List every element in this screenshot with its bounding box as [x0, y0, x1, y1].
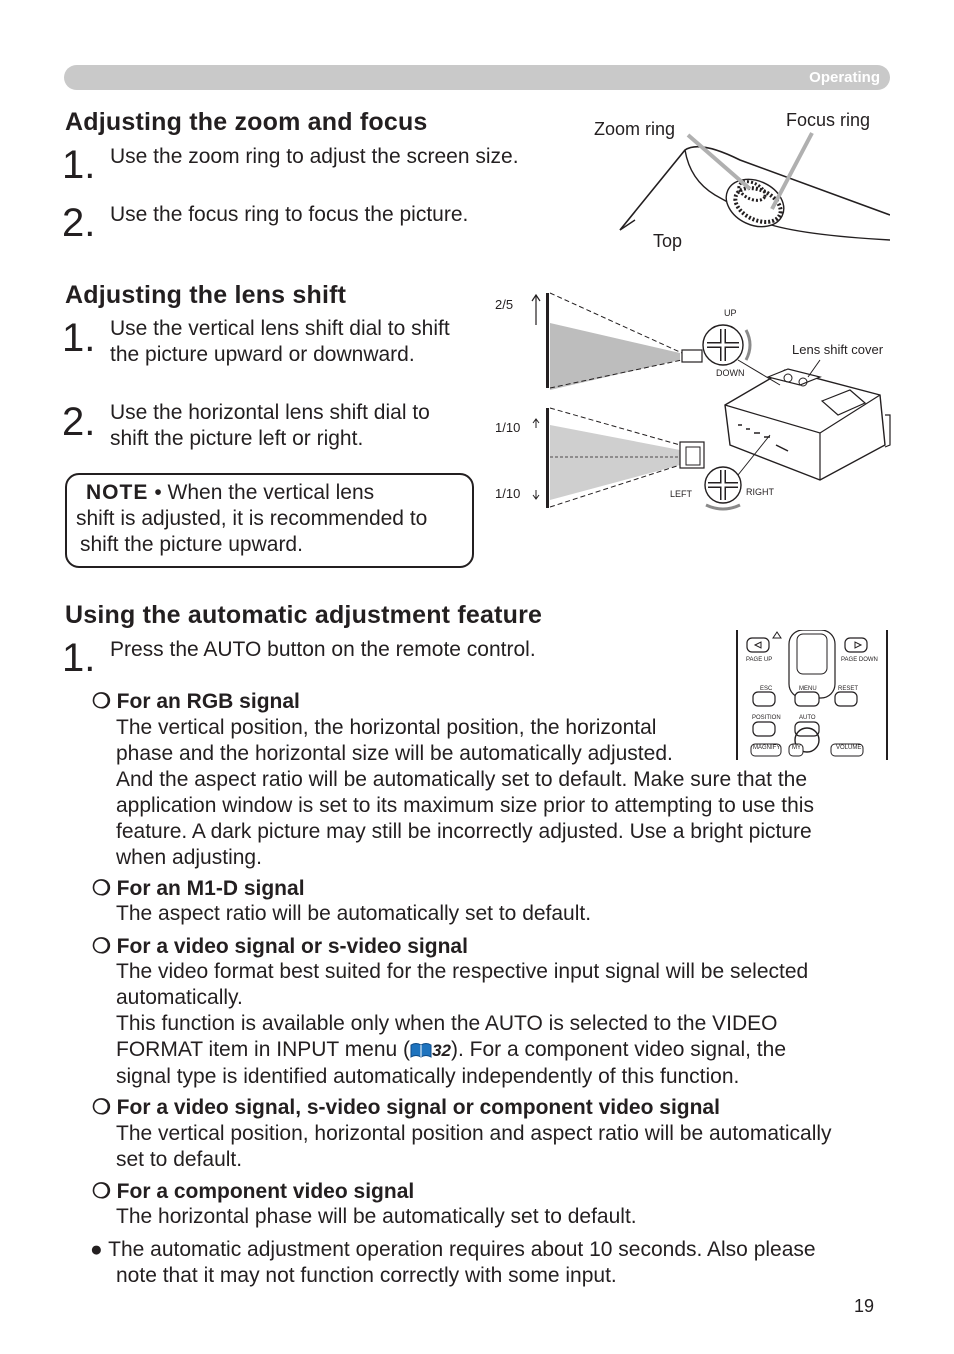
- note-label: NOTE: [86, 481, 149, 504]
- description-line: application window is set to its maximum size prior to attempting to use this: [116, 794, 814, 817]
- step-text-line: the picture upward or downward.: [110, 343, 415, 366]
- header-bar: [64, 65, 890, 90]
- step-number: 2.: [62, 400, 96, 444]
- ref-text: ). For a component video signal, the: [450, 1038, 786, 1061]
- step-number: 2.: [62, 201, 96, 245]
- description-line: The vertical position, the horizontal position, the horizontal: [116, 716, 657, 739]
- note-line: shift is adjusted, it is recommended to: [76, 507, 428, 530]
- signal-heading: ❍ For a video signal or s-video signal: [92, 935, 468, 958]
- signal-heading: ❍ For a component video signal: [92, 1180, 415, 1203]
- signal-description: [116, 901, 906, 927]
- lens-shift-illustration: [520, 285, 900, 515]
- ratio-label: 1/10: [495, 420, 521, 435]
- signal-heading: ❍ For an RGB signal: [92, 690, 300, 713]
- step-number: 1.: [62, 636, 96, 680]
- ratio-label: 2/5: [495, 297, 514, 312]
- remote-auto-label: AUTO: [799, 715, 816, 721]
- signal-description: [116, 1204, 906, 1230]
- signal-description: [116, 959, 906, 1090]
- step-text: [110, 400, 430, 452]
- description-line: feature. A dark picture may still be incorrectly adjusted. Use a bright picture: [116, 820, 812, 843]
- description-line: signal type is identified automatically independently of this function.: [116, 1065, 740, 1088]
- step-text: Use the zoom ring to adjust the screen size.: [110, 145, 519, 168]
- step-text-line: shift the picture left or right.: [110, 427, 364, 450]
- lens-section-title: Adjusting the lens shift: [65, 281, 347, 309]
- bullet-line: note that it may not function correctly with some input.: [116, 1264, 617, 1287]
- section-label: Operating: [809, 69, 880, 86]
- top-label: Top: [653, 231, 683, 251]
- description-line: The vertical position, horizontal position and aspect ratio will be automatically: [116, 1122, 832, 1145]
- signal-heading-text: For an M1-D signal: [116, 877, 305, 900]
- remote-esc-label: ESC: [760, 686, 773, 692]
- signal-description: [116, 1121, 906, 1173]
- step-number: 1.: [62, 143, 96, 187]
- signal-heading-text: For a video signal or s-video signal: [116, 935, 468, 958]
- step-text-line: Use the vertical lens shift dial to shift: [110, 317, 450, 340]
- description-line: The video format best suited for the respective input signal will be selected: [116, 960, 809, 983]
- step-text: Use the focus ring to focus the picture.: [110, 203, 469, 226]
- step-text: [110, 316, 450, 368]
- lens-shift-cover-label: Lens shift cover: [792, 342, 884, 357]
- down-label: DOWN: [716, 368, 745, 378]
- signal-heading: ❍ For an M1-D signal: [92, 877, 305, 900]
- up-label: UP: [724, 308, 737, 318]
- bullet-line: ● The automatic adjustment operation requires about 10 seconds. Also please: [90, 1238, 816, 1261]
- description-line: This function is available only when the AUTO is selected to the VIDEO: [116, 1012, 778, 1035]
- page-number: 19: [853, 1296, 874, 1316]
- signal-description: [116, 715, 906, 871]
- remote-page-down-label: PAGE DOWN: [841, 657, 878, 663]
- remote-page-up-label: PAGE UP: [746, 657, 773, 663]
- signal-heading-text: For an RGB signal: [116, 690, 300, 713]
- step-number: 1.: [62, 316, 96, 360]
- description-line: The horizontal phase will be automatically set to default.: [116, 1205, 637, 1228]
- note-line: shift the picture upward.: [80, 533, 303, 556]
- page-reference-link[interactable]: 32: [432, 1041, 451, 1060]
- note-line: • When the vertical lens: [154, 481, 375, 504]
- description-line: And the aspect ratio will be automatically set to default. Make sure that the: [116, 768, 808, 791]
- description-line: The aspect ratio will be automatically set to default.: [116, 902, 592, 925]
- step-text-line: Use the horizontal lens shift dial to: [110, 401, 430, 424]
- remote-position-label: POSITION: [752, 715, 781, 721]
- description-line: phase and the horizontal size will be automatically adjusted.: [116, 742, 673, 765]
- remote-reset-label: RESET: [838, 686, 859, 692]
- ratio-label: 1/10: [495, 486, 521, 501]
- signal-heading-text: For a video signal, s-video signal or component video signal: [116, 1096, 720, 1119]
- ref-text: FORMAT item in INPUT menu (: [116, 1038, 411, 1061]
- description-line: set to default.: [116, 1148, 243, 1171]
- left-label: LEFT: [670, 489, 693, 499]
- book-icon: [410, 1039, 432, 1055]
- zoom-section-title: Adjusting the zoom and focus: [65, 108, 428, 136]
- remote-volume-label: VOLUME: [836, 745, 862, 751]
- signal-heading-text: For a component video signal: [116, 1180, 415, 1203]
- zoom-ring-label: Zoom ring: [594, 119, 676, 139]
- description-line: when adjusting.: [116, 846, 262, 869]
- right-label: RIGHT: [746, 487, 774, 497]
- signal-heading: ❍ For a video signal, s-video signal or component video signal: [92, 1096, 720, 1119]
- auto-section-title: Using the automatic adjustment feature: [65, 601, 543, 629]
- remote-magnify-label: MAGNIFY: [753, 745, 781, 751]
- note-text: [76, 480, 468, 558]
- description-line: [116, 1037, 906, 1064]
- description-line: automatically.: [116, 986, 243, 1009]
- remote-my-label: MY: [792, 745, 801, 751]
- bullet-note: [90, 1237, 910, 1289]
- step-text: Press the AUTO button on the remote control.: [110, 638, 536, 661]
- focus-ring-label: Focus ring: [786, 110, 871, 130]
- remote-menu-label: MENU: [799, 686, 817, 692]
